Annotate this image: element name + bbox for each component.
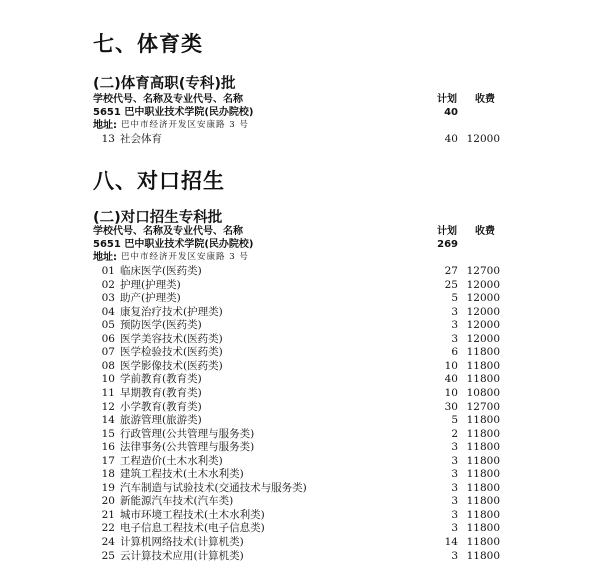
major-plan: 3 bbox=[451, 468, 458, 481]
header-plan: 计划 bbox=[437, 226, 457, 237]
major-name: 小学教育(教育类) bbox=[120, 400, 202, 413]
major-plan: 3 bbox=[451, 454, 458, 467]
major-plan: 3 bbox=[451, 522, 458, 535]
major-fee: 10800 bbox=[466, 386, 500, 399]
section-title: 七、体育类 bbox=[93, 32, 203, 56]
major-code: 21 bbox=[101, 508, 115, 521]
section-title: 八、对口招生 bbox=[93, 169, 225, 193]
major-plan: 40 bbox=[444, 133, 458, 145]
major-plan: 3 bbox=[451, 549, 458, 562]
major-name: 旅游管理(旅游类) bbox=[120, 414, 202, 427]
header-fee: 收费 bbox=[475, 94, 495, 105]
major-plan: 5 bbox=[451, 414, 458, 427]
major-fee: 11800 bbox=[466, 441, 500, 454]
major-plan: 10 bbox=[444, 359, 458, 372]
major-code: 19 bbox=[101, 481, 115, 494]
major-plan: 2 bbox=[451, 427, 458, 440]
major-fee: 12000 bbox=[466, 292, 500, 305]
major-code: 05 bbox=[101, 319, 115, 332]
major-plan: 3 bbox=[451, 305, 458, 318]
school-name: 5651 巴中职业技术学院(民办院校) bbox=[93, 107, 254, 118]
table-row bbox=[0, 549, 600, 564]
major-fee: 12700 bbox=[466, 265, 500, 277]
major-code: 24 bbox=[101, 536, 115, 548]
major-fee: 12000 bbox=[466, 305, 500, 318]
major-code: 18 bbox=[101, 468, 115, 481]
major-plan: 3 bbox=[451, 508, 458, 521]
header-plan: 计划 bbox=[437, 94, 457, 105]
major-code: 15 bbox=[101, 427, 115, 440]
major-fee: 12700 bbox=[466, 400, 500, 413]
major-fee: 11800 bbox=[466, 427, 500, 440]
major-name: 医学影像技术(医药类) bbox=[120, 359, 223, 372]
major-plan: 14 bbox=[444, 536, 458, 548]
major-code: 20 bbox=[101, 495, 115, 508]
major-code: 08 bbox=[101, 359, 115, 372]
major-code: 22 bbox=[101, 522, 115, 535]
major-plan: 30 bbox=[444, 400, 458, 413]
major-name: 云计算技术应用(计算机类) bbox=[120, 549, 244, 562]
major-fee: 11800 bbox=[466, 522, 500, 535]
major-plan: 40 bbox=[444, 373, 458, 386]
address-label: 地址: bbox=[93, 252, 117, 263]
major-name: 医学美容技术(医药类) bbox=[120, 332, 223, 345]
school-name: 5651 巴中职业技术学院(民办院校) bbox=[93, 239, 254, 250]
major-code: 02 bbox=[101, 278, 115, 291]
major-fee: 11800 bbox=[466, 481, 500, 494]
major-fee: 11800 bbox=[466, 454, 500, 467]
major-name: 康复治疗技术(护理类) bbox=[120, 305, 223, 318]
batch-title: (二)体育高职(专科)批 bbox=[93, 76, 236, 92]
major-name: 社会体育 bbox=[120, 133, 162, 145]
major-fee: 11800 bbox=[466, 468, 500, 481]
school-plan: 40 bbox=[444, 107, 458, 118]
major-plan: 3 bbox=[451, 481, 458, 494]
major-name: 城市环境工程技术(土木水利类) bbox=[120, 508, 265, 521]
major-plan: 27 bbox=[444, 265, 458, 277]
major-plan: 10 bbox=[444, 386, 458, 399]
major-plan: 3 bbox=[451, 495, 458, 508]
major-fee: 11800 bbox=[466, 508, 500, 521]
address-row bbox=[0, 250, 600, 265]
major-fee: 11800 bbox=[466, 549, 500, 562]
major-code: 04 bbox=[101, 305, 115, 318]
major-name: 新能源汽车技术(汽车类) bbox=[120, 495, 234, 508]
major-plan: 6 bbox=[451, 346, 458, 359]
major-code: 12 bbox=[101, 400, 115, 413]
major-code: 03 bbox=[101, 292, 115, 305]
major-plan: 3 bbox=[451, 332, 458, 345]
address-label: 地址: bbox=[93, 120, 117, 131]
major-code: 14 bbox=[101, 414, 115, 427]
major-plan: 3 bbox=[451, 319, 458, 332]
major-fee: 12000 bbox=[466, 133, 500, 145]
major-fee: 11800 bbox=[466, 359, 500, 372]
major-fee: 11800 bbox=[466, 414, 500, 427]
major-name: 早期教育(教育类) bbox=[120, 386, 202, 399]
major-fee: 11800 bbox=[466, 536, 500, 548]
major-fee: 12000 bbox=[466, 332, 500, 345]
major-code: 10 bbox=[101, 373, 115, 386]
major-name: 医学检验技术(医药类) bbox=[120, 346, 223, 359]
major-fee: 11800 bbox=[466, 373, 500, 386]
major-name: 临床医学(医药类) bbox=[120, 265, 202, 277]
header-name: 学校代号、名称及专业代号、名称 bbox=[93, 94, 243, 105]
major-plan: 5 bbox=[451, 292, 458, 305]
address-row bbox=[0, 118, 600, 133]
header-name: 学校代号、名称及专业代号、名称 bbox=[93, 226, 243, 237]
major-plan: 3 bbox=[451, 441, 458, 454]
major-name: 工程造价(土木水利类) bbox=[120, 454, 223, 467]
major-code: 06 bbox=[101, 332, 115, 345]
major-name: 学前教育(教育类) bbox=[120, 373, 202, 386]
major-name: 计算机网络技术(计算机类) bbox=[120, 536, 244, 548]
major-code: 17 bbox=[101, 454, 115, 467]
major-name: 建筑工程技术(土木水利类) bbox=[120, 468, 244, 481]
address-text: 巴中市经济开发区安康路 3 号 bbox=[121, 252, 249, 262]
major-name: 法律事务(公共管理与服务类) bbox=[120, 441, 255, 454]
major-fee: 11800 bbox=[466, 346, 500, 359]
major-fee: 12000 bbox=[466, 319, 500, 332]
major-code: 13 bbox=[101, 133, 115, 145]
address-text: 巴中市经济开发区安康路 3 号 bbox=[121, 120, 249, 130]
batch-title: (二)对口招生专科批 bbox=[93, 210, 223, 226]
major-name: 助产(护理类) bbox=[120, 292, 181, 305]
major-plan: 25 bbox=[444, 278, 458, 291]
major-fee: 12000 bbox=[466, 278, 500, 291]
major-code: 07 bbox=[101, 346, 115, 359]
major-code: 01 bbox=[101, 265, 115, 277]
major-name: 电子信息工程技术(电子信息类) bbox=[120, 522, 265, 535]
table-row bbox=[0, 132, 600, 147]
major-code: 16 bbox=[101, 441, 115, 454]
major-name: 行政管理(公共管理与服务类) bbox=[120, 427, 255, 440]
major-name: 汽车制造与试验技术(交通技术与服务类) bbox=[120, 481, 307, 494]
major-name: 预防医学(医药类) bbox=[120, 319, 202, 332]
header-fee: 收费 bbox=[475, 226, 495, 237]
major-name: 护理(护理类) bbox=[120, 278, 181, 291]
major-code: 11 bbox=[101, 386, 115, 399]
school-plan: 269 bbox=[437, 239, 458, 250]
major-fee: 11800 bbox=[466, 495, 500, 508]
major-code: 25 bbox=[101, 549, 115, 562]
